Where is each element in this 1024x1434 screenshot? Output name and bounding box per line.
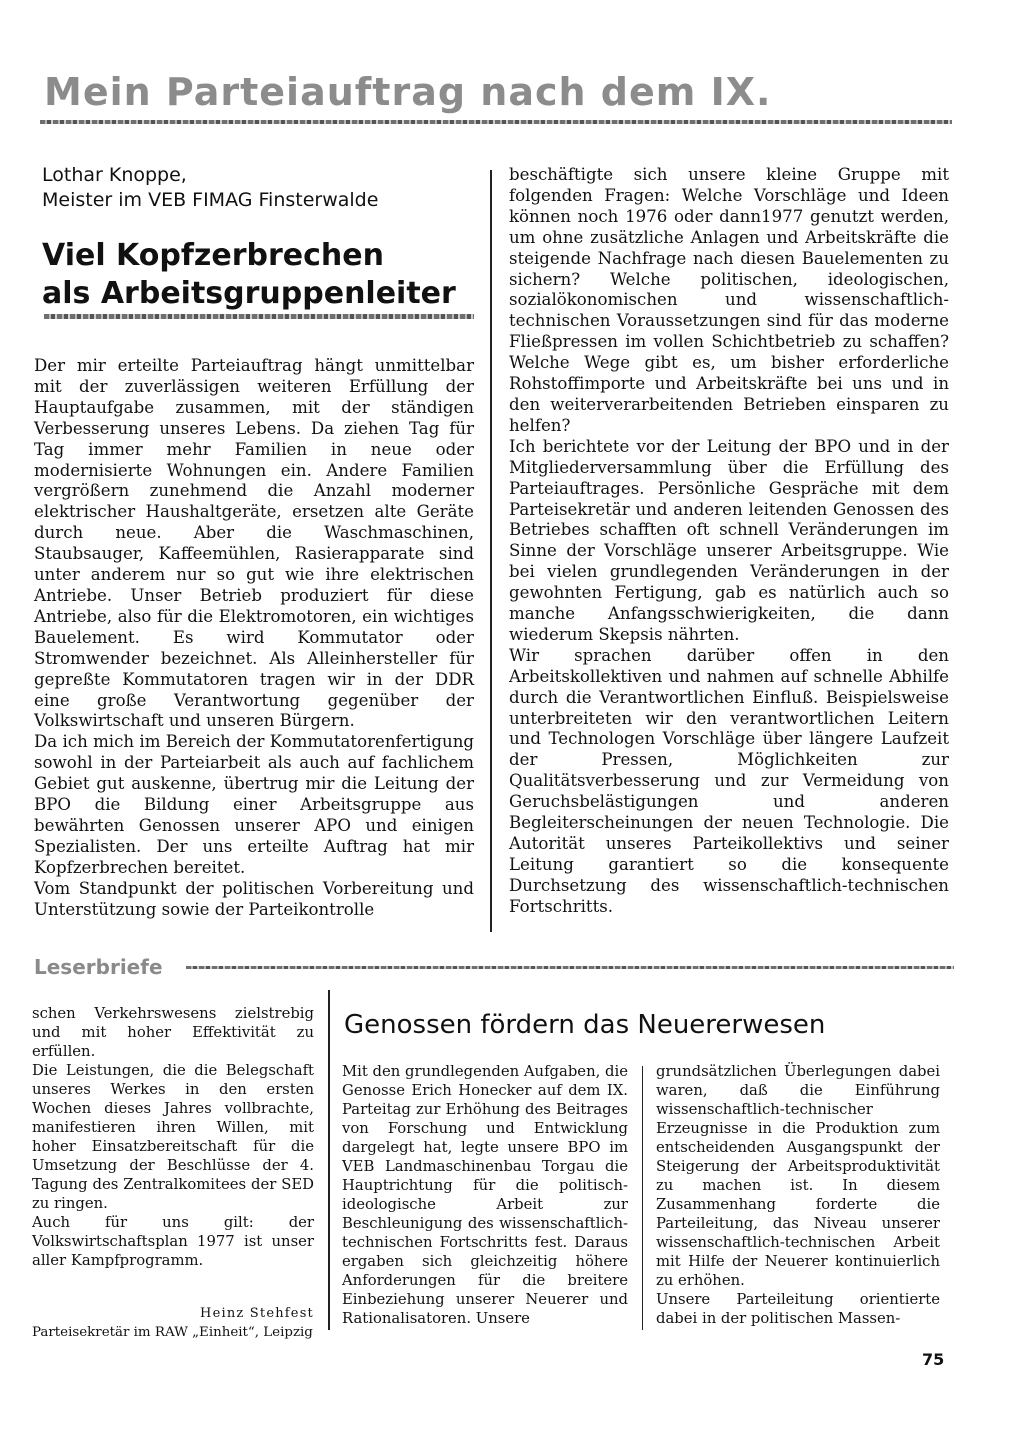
page-header-title: Mein Parteiauftrag nach dem IX. xyxy=(44,70,772,114)
paragraph: Der mir erteilte Parteiauftrag hängt unmittelbar mit der zuverlässigen weiteren Erfüllung der Hauptaufgabe zusammen, mit der ständigen Verbesserung unseres Lebens. Da ziehen Tag für Tag immer mehr Familien in neue oder modernisierte Wohnungen ein. Andere Familien vergrößern zunehmend die Anzahl moderner elektrischer Haushaltgeräte, ersetzen alte Geräte durch neue. Aber die Waschmaschinen, Staubsauger, Kaffeemühlen, Rasierapparate sind unter anderem nur so gut wie ihre elektrischen Antriebe. Unser Betrieb produziert für diese Antriebe, also für die Elektromotoren, ein wichtiges Bauelement. Es wird Kommutator oder Stromwender bezeichnet. Als Alleinhersteller für gepreßte Kommutatoren tragen wir in der DDR eine große Verantwortung gegenüber der Volkswirtschaft und unseren Bürgern. xyxy=(34,356,474,731)
paragraph: grundsätzlichen Überlegungen dabei waren, daß die Einführung wissenschaftlich-technischer Erzeugnisse in die Produktion zum entscheidenden Ausgangspunkt der Steigerung der Arbeitsproduktivität zu machen ist. In diesem Zusammenhang forderte die Parteileitung, das Niveau unserer wissenschaftlich-technischen Arbeit mit Hilfe der Neuerer kontinuierlich zu erhöhen. xyxy=(656,1063,940,1289)
paragraph: Die Leistungen, die die Belegschaft unseres Werkes in den ersten Wochen dieses Jahres vollbrachte, manifestieren ihren Willen, mit hoher Einsatzbereitschaft für die Umsetzung der Beschlüsse der 4. Tagung des Zentralkomitees der SED zu ringen. xyxy=(32,1062,314,1212)
letter-column xyxy=(32,1004,314,1342)
paragraph: Auch für uns gilt: der Volkswirtschaftsplan 1977 ist unser aller Kampfprogramm. xyxy=(32,1214,314,1269)
section-label: Leserbriefe xyxy=(34,955,163,979)
paragraph: Unsere Parteileitung orientierte dabei in der politischen Massen- xyxy=(656,1291,940,1327)
headline-line-1: Viel Kopfzerbrechen xyxy=(42,238,384,273)
author-name: Lothar Knoppe, xyxy=(42,164,187,186)
article2-headline: Genossen fördern das Neuererwesen xyxy=(344,1010,826,1040)
paragraph: Da ich mich im Bereich der Kommutatorenfertigung sowohl in der Parteiarbeit als auch auf fachlichem Gebiet gut auskenne, übertrug mir die Leitung der BPO die Bildung einer Arbeitsgruppe aus bewährten Genossen unserer APO und einigen Spezialisten. Der uns erteilte Auftrag hat mir Kopfzerbrechen bereitet. xyxy=(34,732,474,877)
paragraph: Ich berichtete vor der Leitung der BPO und in der Mitgliederversammlung über die Erfüllung des Parteiauftrages. Persönliche Gespräche mit dem Parteisekretär und anderen leitenden Genossen des Betriebes schafften oft schnell Veränderungen im Sinne der Vorschläge unserer Arbeitsgruppe. Wie bei vielen grundlegenden Veränderungen in der gewohnten Fertigung, gab es natürlich auch so manche Anfangsschwierigkeiten, die dann wiederum Skepsis nährten. xyxy=(509,436,949,644)
header-rule xyxy=(40,120,952,124)
headline-line-2: als Arbeitsgruppenleiter xyxy=(42,276,456,311)
paragraph: Wir sprachen darüber offen in den Arbeitskollektiven und nahmen auf schnelle Abhilfe durch die Verantwortlichen Einfluß. Beispielsweise unterbreiteten wir den verantwortlichen Leitern und Technologen Vorschläge über längere Laufzeit der Pressen, Möglichkeiten zur Qualitätsverbesserung und zur Vermeidung von Geruchsbelästigungen und anderen Begleiterscheinungen der neuen Technologie. Die Autorität unseres Parteikollektivs und seiner Leitung garantiert so die konsequente Durchsetzung des wissenschaftlich-technischen Fortschritts. xyxy=(509,645,949,916)
article2-column-2 xyxy=(656,1062,940,1328)
article-headline xyxy=(42,237,456,313)
signature-name: Heinz Stehfest xyxy=(200,1306,314,1321)
article-right-column xyxy=(509,165,949,918)
article2-column-1 xyxy=(342,1062,628,1328)
paragraph: Mit den grundlegenden Aufgaben, die Genosse Erich Honecker auf dem IX. Parteitag zur Erhöhung des Beitrages von Forschung und Entwicklung dargelegt hat, legte unsere BPO im VEB Landmaschinenbau Torgau die Hauptrichtung für die politisch-ideologische Arbeit zur Beschleunigung des wissenschaftlich-technischen Fortschritts fest. Daraus ergaben sich gleichzeitig höhere Anforderungen für die breitere Einbeziehung unserer Neuerer und Rationalisatoren. Unsere xyxy=(342,1063,628,1327)
page-number: 75 xyxy=(922,1350,945,1369)
section-rule xyxy=(186,966,954,969)
column-divider xyxy=(490,170,492,932)
author-byline xyxy=(42,163,378,213)
author-role: Meister im VEB FIMAG Finsterwalde xyxy=(42,189,379,211)
column-divider xyxy=(328,990,330,1330)
signature-role: Parteisekretär im RAW „Einheit“, Leipzig xyxy=(32,1325,313,1340)
column-divider xyxy=(642,1066,643,1330)
paragraph: schen Verkehrswesens zielstrebig und mit hoher Effektivität zu erfüllen. xyxy=(32,1005,314,1060)
paragraph: Vom Standpunkt der politischen Vorbereitung und Unterstützung sowie der Parteikontrolle xyxy=(34,878,474,919)
article-left-column xyxy=(34,356,474,920)
paragraph: beschäftigte sich unsere kleine Gruppe mit folgenden Fragen: Welche Vorschläge und Ideen können noch 1976 oder dann1977 genutzt werden, um ohne zusätzliche Anlagen und Arbeitskräfte die steigende Nachfrage nach diesen Bauelementen zu sichern? Welche politischen, ideologischen, sozialökonomischen und wissenschaftlich-technischen Voraussetzungen sind für das moderne Fließpressen im vollen Schichtbetrieb zu schaffen? Welche Wege gibt es, um bisher erforderliche Rohstoffimporte und Arbeitskräfte bei uns und in den weiterverarbeitenden Betrieben einsparen zu helfen? xyxy=(509,165,949,435)
headline-rule xyxy=(44,314,474,319)
